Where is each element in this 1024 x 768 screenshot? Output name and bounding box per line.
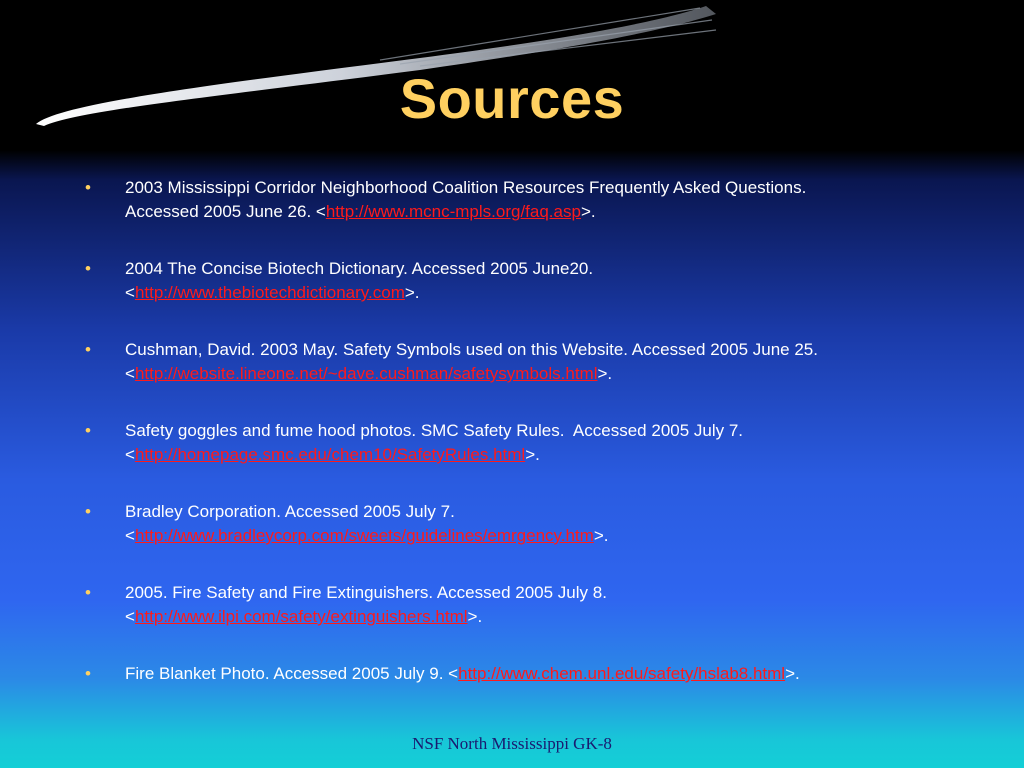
bullet-icon: •	[85, 502, 91, 521]
source-text: Cushman, David. 2003 May. Safety Symbols used on this Website. Accessed 2005 June 25.	[125, 340, 818, 359]
source-text: 2005. Fire Safety and Fire Extinguishers. Accessed 2005 July 8.	[125, 583, 607, 602]
source-link[interactable]: http://website.lineone.net/~dave.cushman/safetysymbols.html	[134, 364, 598, 383]
source-item	[85, 338, 945, 386]
slide-title: Sources	[399, 67, 625, 130]
source-link[interactable]: http://www.mcnc-mpls.org/faq.asp	[325, 202, 581, 221]
source-item	[85, 419, 945, 467]
source-access: <	[125, 526, 135, 545]
source-item	[85, 257, 945, 305]
bullet-icon: •	[85, 583, 91, 602]
bullet-icon: •	[85, 340, 91, 359]
source-suffix: >.	[597, 364, 613, 383]
slide-footer: NSF North Mississippi GK-8	[412, 734, 612, 753]
source-item	[85, 500, 945, 548]
source-suffix: >.	[467, 607, 483, 626]
source-text: 2004 The Concise Biotech Dictionary. Accessed 2005 June20.	[125, 259, 594, 278]
source-access: Fire Blanket Photo. Accessed 2005 July 9. <	[125, 664, 459, 683]
source-link[interactable]: http://www.chem.unl.edu/safety/hslab8.html	[458, 664, 786, 683]
bullet-icon: •	[85, 664, 91, 683]
source-suffix: >.	[525, 445, 540, 464]
source-link[interactable]: http://www.bradleycorp.com/sweets/guidelines/emrgency.htm	[134, 526, 594, 545]
source-suffix: >.	[580, 202, 596, 221]
source-suffix: >.	[404, 283, 420, 302]
source-item	[85, 176, 945, 224]
source-link[interactable]: http://www.ilpi.com/safety/extinguishers.html	[134, 607, 468, 626]
bullet-icon: •	[85, 259, 91, 278]
source-access: <	[125, 607, 135, 626]
source-item	[85, 662, 945, 686]
source-suffix: >.	[785, 664, 800, 683]
source-access: <	[125, 364, 135, 383]
source-access: <	[125, 283, 135, 302]
source-suffix: >.	[593, 526, 609, 545]
source-link[interactable]: http://homepage.smc.edu/chem10/SafetyRules.html	[134, 445, 526, 464]
source-item	[85, 581, 945, 629]
source-access: Accessed 2005 June 26. <	[125, 202, 326, 221]
source-text: 2003 Mississippi Corridor Neighborhood Coalition Resources Frequently Asked Questions.	[125, 178, 807, 197]
source-link[interactable]: http://www.thebiotechdictionary.com	[134, 283, 405, 302]
source-text: Safety goggles and fume hood photos. SMC Safety Rules. Accessed 2005 July 7.	[125, 421, 744, 440]
bullet-icon: •	[85, 178, 91, 197]
sources-list	[85, 176, 945, 719]
bullet-icon: •	[85, 421, 91, 440]
source-text: Bradley Corporation. Accessed 2005 July 7.	[125, 502, 455, 521]
source-access: <	[125, 445, 135, 464]
